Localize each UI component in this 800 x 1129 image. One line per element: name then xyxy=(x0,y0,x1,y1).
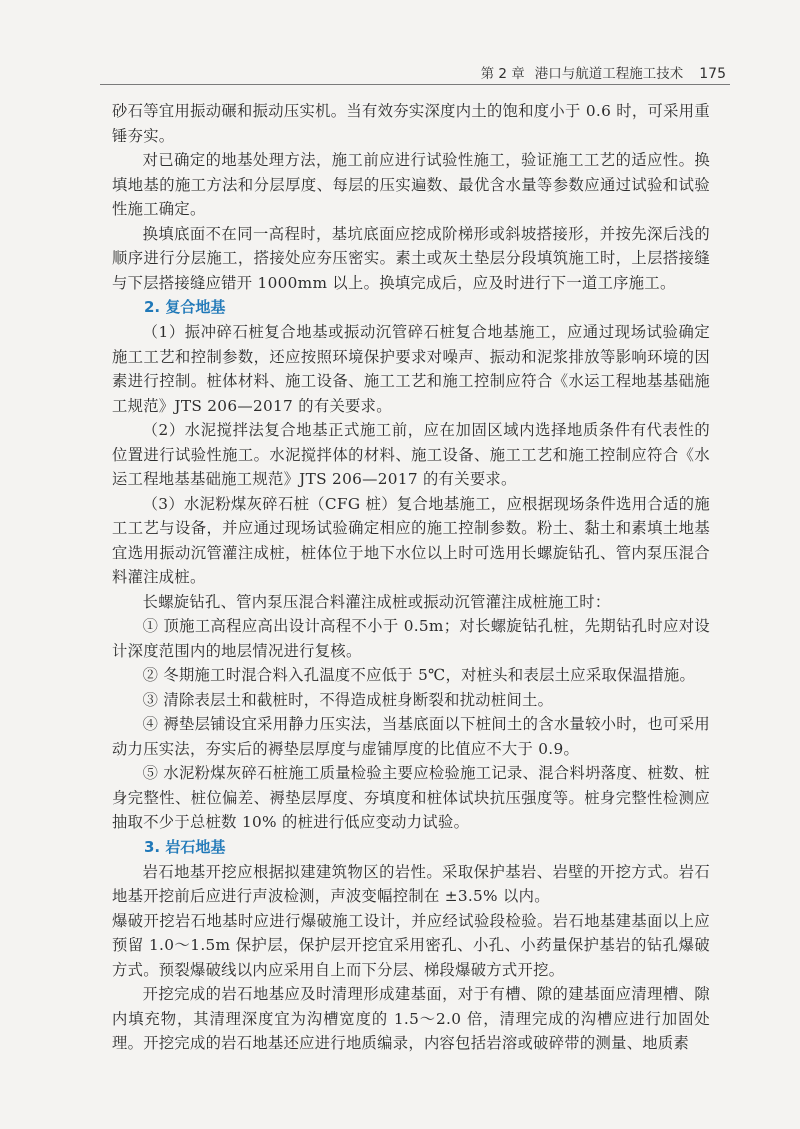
list-item: ④ 褥垫层铺设宜采用静力压实法，当基底面以下桩间土的含水量较小时，也可采用动力压实法，夯实后的褥垫层厚度与虚铺厚度的比值应不大于 0.9。 xyxy=(112,715,710,758)
section-heading-composite-foundation: 2. 复合地基 xyxy=(144,298,226,316)
list-item: ⑤ 水泥粉煤灰碎石桩施工质量检验主要应检验施工记录、混合料坍落度、桩数、桩身完整性、桩位偏差、褥垫层厚度、夯填度和桩体试块抗压强度等。桩身完整性检测应抽取不少于总桩数 10% 的桩进行低应变动力试验。 xyxy=(112,764,710,831)
paragraph: 岩石地基开挖应根据拟建建筑物区的岩性。采取保护基岩、岩壁的开挖方式。岩石地基开挖前后应进行声波检测，声波变幅控制在 ±3.5% 以内。 xyxy=(112,862,710,905)
paragraph: 对已确定的地基处理方法，施工前应进行试验性施工，验证施工工艺的适应性。换填地基的施工方法和分层厚度、每层的压实遍数、最优含水量等参数应通过试验和试验性施工确定。 xyxy=(112,151,710,218)
list-item: （2）水泥搅拌法复合地基正式施工前，应在加固区域内选择地质条件有代表性的位置进行试验性施工。水泥搅拌体的材料、施工设备、施工工艺和施工控制应符合《水运工程地基基础施工规范》JTS 206—2017 的有关要求。 xyxy=(112,421,710,488)
list-item: ③ 清除表层土和截桩时，不得造成桩身断裂和扰动桩间土。 xyxy=(142,690,554,709)
chapter-title: 港口与航道工程施工技术 xyxy=(534,66,684,82)
paragraph: 开挖完成的岩石地基应及时清理形成建基面，对于有槽、隙的建基面应清理槽、隙内填充物，其清理深度宜为沟槽宽度的 1.5～2.0 倍，清理完成的沟槽应进行加固处理。开挖完成的岩石地基还应进行地质编录，内容包括岩溶或破碎带的测量、地质素 xyxy=(112,985,710,1052)
paragraph: 长螺旋钻孔、管内泵压混合料灌注成桩或振动沉管灌注成桩施工时： xyxy=(142,592,611,611)
paragraph: 砂石等宜用振动碾和振动压实机。当有效夯实深度内土的饱和度小于 0.6 时，可采用重锤夯实。 xyxy=(112,102,710,145)
running-header xyxy=(100,58,730,85)
paragraph: 换填底面不在同一高程时，基坑底面应挖成阶梯形或斜坡搭接形，并按先深后浅的顺序进行分层施工，搭接处应夯压密实。素土或灰土垫层分段填筑施工时，上层搭接缝与下层搭接缝应错开 1000mm 以上。换填完成后，应及时进行下一道工序施工。 xyxy=(112,224,710,292)
paragraph: 爆破开挖岩石地基时应进行爆破施工设计，并应经试验段检验。岩石地基建基面以上应预留 1.0～1.5m 保护层，保护层开挖宜采用密孔、小孔、小药量保护基岩的钻孔爆破方式。预裂爆破线以内应采用自上而下分层、梯段爆破方式开挖。 xyxy=(112,911,710,979)
list-item: ② 冬期施工时混合料入孔温度不应低于 5℃，对桩头和表层土应采取保温措施。 xyxy=(142,666,696,684)
page-body xyxy=(112,99,710,1056)
list-item: ① 顶施工高程应高出设计高程不小于 0.5m；对长螺旋钻孔桩，先期钻孔时应对设计深度范围内的地层情况进行复核。 xyxy=(112,617,710,660)
page-number: 175 xyxy=(699,66,726,82)
header-text xyxy=(481,62,726,82)
section-heading-rock-foundation: 3. 岩石地基 xyxy=(144,837,226,856)
list-item: （1）振冲碎石桩复合地基或振动沉管碎石桩复合地基施工，应通过现场试验确定施工工艺和控制参数，还应按照环境保护要求对噪声、振动和泥浆排放等影响环境的因素进行控制。桩体材料、施工设备、施工工艺和施工控制应符合《水运工程地基基础施工规范》JTS 206—2017 的有关要求。 xyxy=(112,323,710,415)
chapter-label: 第 2 章 xyxy=(480,66,525,82)
list-item: （3）水泥粉煤灰碎石桩（CFG 桩）复合地基施工，应根据现场条件选用合适的施工工艺与设备，并应通过现场试验确定相应的施工控制参数。粉土、黏土和素填土地基宜选用振动沉管灌注成桩，桩体位于地下水位以上时可选用长螺旋钻孔、管内泵压混合料灌注成桩。 xyxy=(112,494,710,586)
